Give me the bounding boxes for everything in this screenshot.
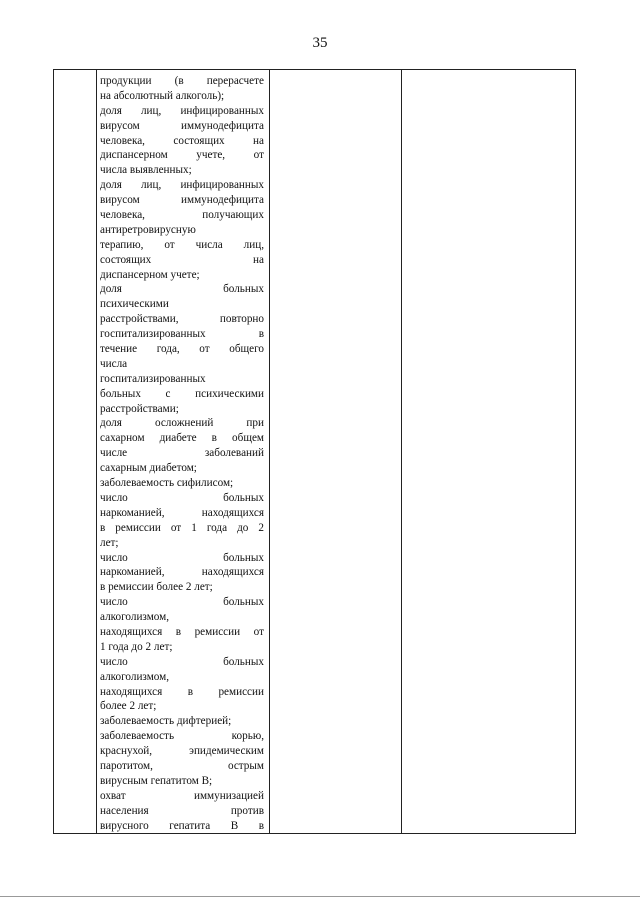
cell-line: течение года, от общего xyxy=(100,343,264,356)
cell-line: на абсолютный алкоголь); xyxy=(100,89,225,102)
cell-line: состоящих на xyxy=(100,253,264,266)
cell-line: алкоголизмом, xyxy=(100,611,170,624)
column-divider xyxy=(401,70,402,833)
cell-line: вирусом иммунодефицита xyxy=(100,119,264,132)
scan-edge xyxy=(0,896,640,897)
cell-line: краснухой, эпидемическим xyxy=(100,745,264,758)
cell-line: число больных xyxy=(100,655,264,668)
cell-line: в ремиссии от 1 года до 2 xyxy=(100,521,264,534)
cell-line: человека, получающих xyxy=(100,209,264,222)
cell-line: заболеваемость дифтерией; xyxy=(100,715,232,728)
cell-line: доля лиц, инфицированных xyxy=(100,179,264,192)
cell-line: алкоголизмом, xyxy=(100,670,170,683)
cell-line: числа выявленных; xyxy=(100,164,192,177)
cell-line: продукции (в перерасчете xyxy=(100,75,264,87)
cell-line: охват иммунизацией xyxy=(100,789,264,802)
cell-line: населения против xyxy=(100,804,264,817)
cell-line: человека, состоящих на xyxy=(100,134,264,147)
cell-line: сахарном диабете в общем xyxy=(100,432,264,445)
cell-line: расстройствами; xyxy=(100,402,179,415)
page-number: 35 xyxy=(312,35,328,51)
cell-line: расстройствами, повторно xyxy=(100,313,264,326)
indicators-cell xyxy=(100,74,264,833)
cell-line: антиретровирусную xyxy=(100,223,196,236)
cell-line: паротитом, острым xyxy=(100,759,264,772)
cell-line: доля осложнений при xyxy=(100,417,264,430)
cell-line: доля лиц, инфицированных xyxy=(100,104,264,117)
cell-line: более 2 лет; xyxy=(100,700,157,713)
cell-line: число больных xyxy=(100,596,264,609)
cell-line: наркоманией, находящихся xyxy=(100,566,264,579)
cell-line: вирусом иммунодефицита xyxy=(100,194,264,207)
document-table xyxy=(53,69,576,834)
cell-line: наркоманией, находящихся xyxy=(100,506,264,519)
cell-line: сахарным диабетом; xyxy=(100,462,197,475)
cell-line: вирусным гепатитом В; xyxy=(100,774,213,787)
column-divider xyxy=(269,70,270,833)
cell-line: госпитализированных в xyxy=(100,328,264,341)
cell-line: числа xyxy=(100,357,128,370)
cell-line: вирусного гепатита В в xyxy=(100,819,264,832)
cell-line: больных с психическими xyxy=(100,387,264,400)
cell-line: находящихся в ремиссии от xyxy=(100,625,264,638)
cell-line: в ремиссии более 2 лет; xyxy=(100,581,213,594)
cell-line: терапию, от числа лиц, xyxy=(100,238,264,251)
cell-line: доля больных xyxy=(100,283,264,296)
cell-line: заболеваемость корью, xyxy=(100,730,264,743)
column-divider xyxy=(96,70,97,833)
cell-line: диспансерном учете; xyxy=(100,268,200,281)
cell-line: психическими xyxy=(100,298,169,311)
cell-line: госпитализированных xyxy=(100,372,206,385)
cell-line: диспансерном учете, от xyxy=(100,149,264,162)
cell-line: число больных xyxy=(100,551,264,564)
cell-line: заболеваемость сифилисом; xyxy=(100,477,234,490)
cell-line: лет; xyxy=(100,536,119,549)
cell-line: 1 года до 2 лет; xyxy=(100,640,173,653)
cell-line: число больных xyxy=(100,491,264,504)
cell-line: числе заболеваний xyxy=(100,447,264,460)
cell-line: находящихся в ремиссии xyxy=(100,685,264,698)
